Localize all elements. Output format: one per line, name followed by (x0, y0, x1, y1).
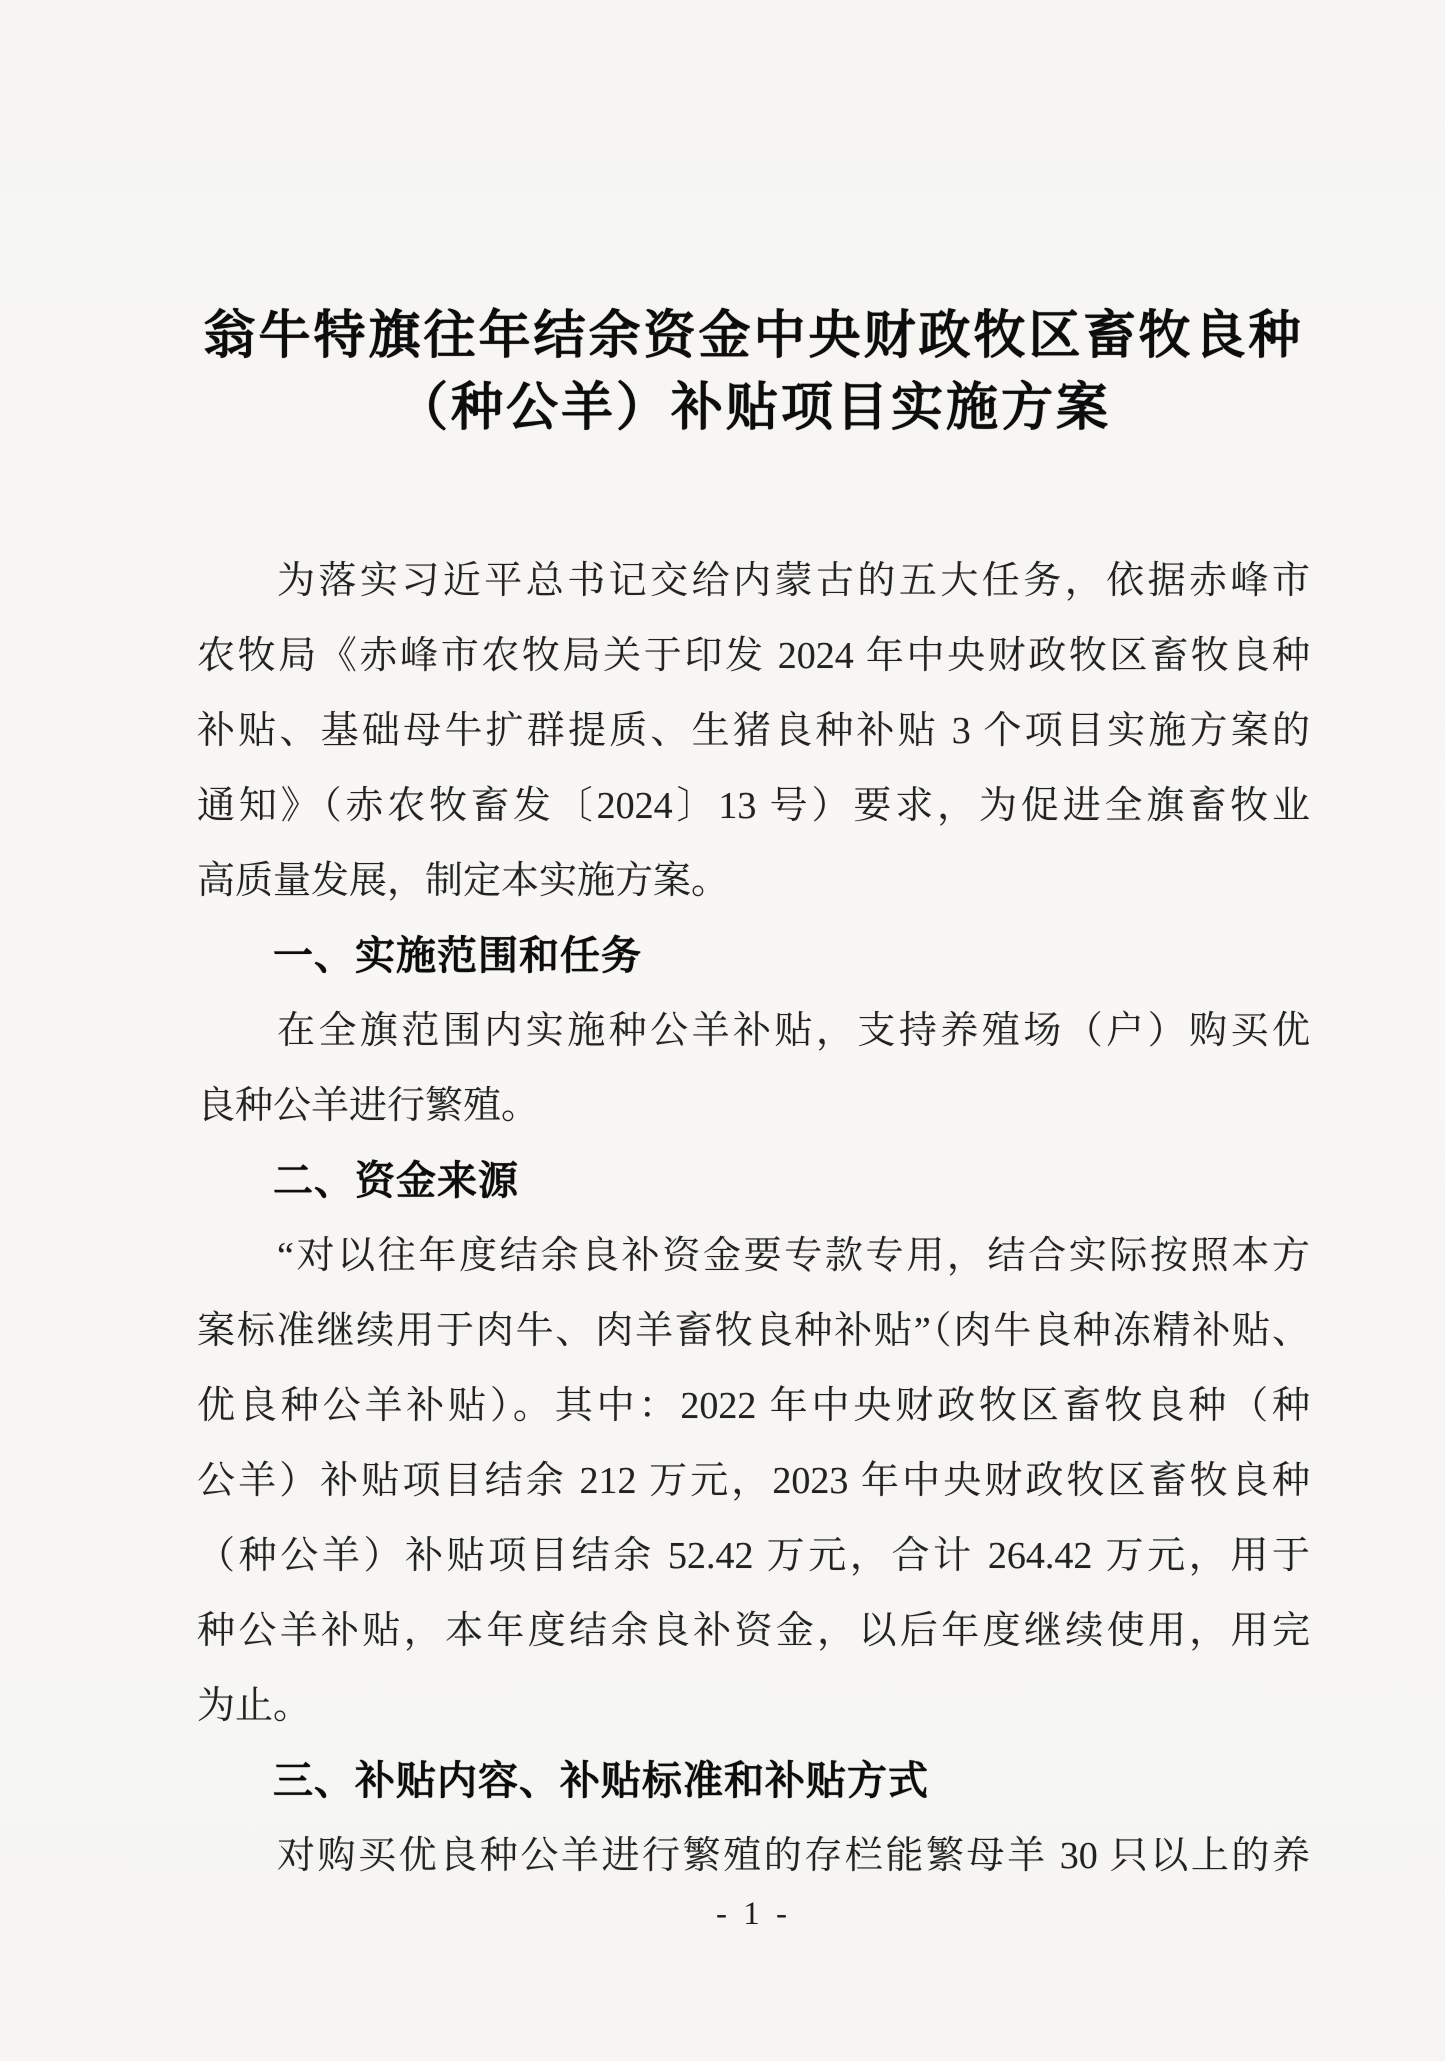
page-number: - 1 - (716, 1896, 791, 1932)
text-line: （种公羊）补贴项目结余 52.42 万元，合计 264.42 万元，用于 (197, 1535, 1310, 1577)
document-page-content (197, 300, 1310, 1894)
text-line: 优良种公羊补贴）。其中：2022 年中央财政牧区畜牧良种（种 (197, 1385, 1310, 1427)
text-line: “对以往年度结余良补资金要专款专用，结合实际按照本方 (277, 1235, 1310, 1277)
title-line-2: （种公羊）补贴项目实施方案 (395, 379, 1111, 437)
text-line: 良种公羊进行繁殖。 (197, 1085, 540, 1127)
section-heading: 二、资金来源 (273, 1159, 519, 1203)
section-heading: 三、补贴内容、补贴标准和补贴方式 (273, 1759, 929, 1803)
text-line: 案标准继续用于肉牛、肉羊畜牧良种补贴”（肉牛良种冻精补贴、 (197, 1310, 1310, 1352)
text-line: 高质量发展，制定本实施方案。 (197, 860, 730, 902)
text-line: 为止。 (197, 1685, 312, 1727)
text-line: 通知》（赤农牧畜发〔2024〕13 号）要求，为促进全旗畜牧业 (197, 785, 1310, 827)
text-line: 对购买优良种公羊进行繁殖的存栏能繁母羊 30 只以上的养 (277, 1835, 1310, 1877)
text-line: 补贴、基础母牛扩群提质、生猪良种补贴 3 个项目实施方案的 (197, 710, 1310, 752)
text-line: 为落实习近平总书记交给内蒙古的五大任务，依据赤峰市 (277, 560, 1310, 602)
text-line: 在全旗范围内实施种公羊补贴，支持养殖场（户）购买优 (277, 1010, 1310, 1052)
text-line: 种公羊补贴，本年度结余良补资金，以后年度继续使用，用完 (197, 1610, 1310, 1652)
text-line: 公羊）补贴项目结余 212 万元，2023 年中央财政牧区畜牧良种 (197, 1460, 1310, 1502)
text-line: 农牧局《赤峰市农牧局关于印发 2024 年中央财政牧区畜牧良种 (197, 635, 1310, 677)
document-title (197, 300, 1310, 444)
section-heading: 一、实施范围和任务 (273, 934, 642, 978)
title-line-1: 翁牛特旗往年结余资金中央财政牧区畜牧良种 (203, 307, 1304, 365)
document-body (197, 544, 1310, 1894)
